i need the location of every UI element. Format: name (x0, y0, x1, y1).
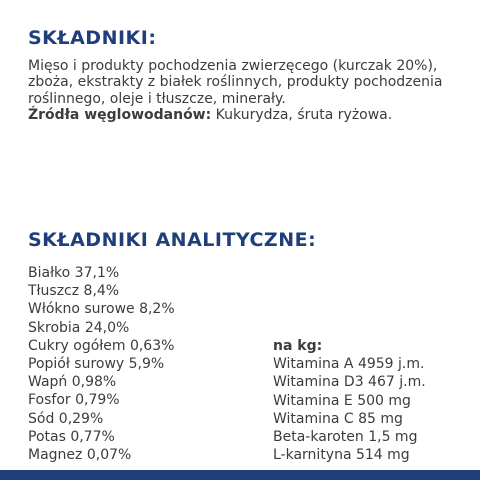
list-item: Białko 37,1% (28, 265, 120, 281)
list-item: Skrobia 24,0% (28, 319, 130, 336)
list-item: Potas 0,77% (28, 428, 115, 445)
analytical-constituents-list (28, 264, 175, 464)
per-kg-label: na kg: (273, 338, 323, 354)
carbohydrate-sources-label: Źródła węglowodanów: (28, 106, 212, 123)
list-item: Witamina A 4959 j.m. (273, 356, 425, 373)
list-item: Sód 0,29% (28, 410, 104, 427)
list-item: L-karnityna 514 mg (273, 447, 410, 464)
list-item: Beta-karoten 1,5 mg (273, 429, 418, 446)
list-item: Włókno surowe 8,2% (28, 301, 175, 318)
list-item: Witamina D3 467 j.m. (273, 374, 426, 391)
list-item: Magnez 0,07% (28, 447, 132, 464)
bottom-bar (0, 470, 480, 480)
list-item: Tłuszcz 8,4% (28, 283, 120, 300)
list-item: Wapń 0,98% (28, 374, 117, 391)
list-item: Cukry ogółem 0,63% (28, 337, 175, 354)
list-item: Fosfor 0,79% (28, 392, 120, 409)
ingredients-heading: SKŁADNIKI: (28, 27, 157, 49)
per-kg-list (273, 337, 426, 464)
ingredients-text (28, 58, 468, 123)
list-item: Popiół surowy 5,9% (28, 356, 165, 373)
ingredients-body: Mięso i produkty pochodzenia zwierzęcego (kurczak 20%), zboża, ekstrakty z białek roślinnych, produkty pochodzenia roślinnego, oleje i tłuszcze, minerały. (28, 58, 443, 107)
list-item: Witamina E 500 mg (273, 392, 411, 409)
list-item: Witamina C 85 mg (273, 410, 403, 427)
analytical-constituents-heading: SKŁADNIKI ANALITYCZNE: (28, 229, 317, 251)
carbohydrate-sources-value: Kukurydza, śruta ryżowa. (211, 106, 393, 123)
